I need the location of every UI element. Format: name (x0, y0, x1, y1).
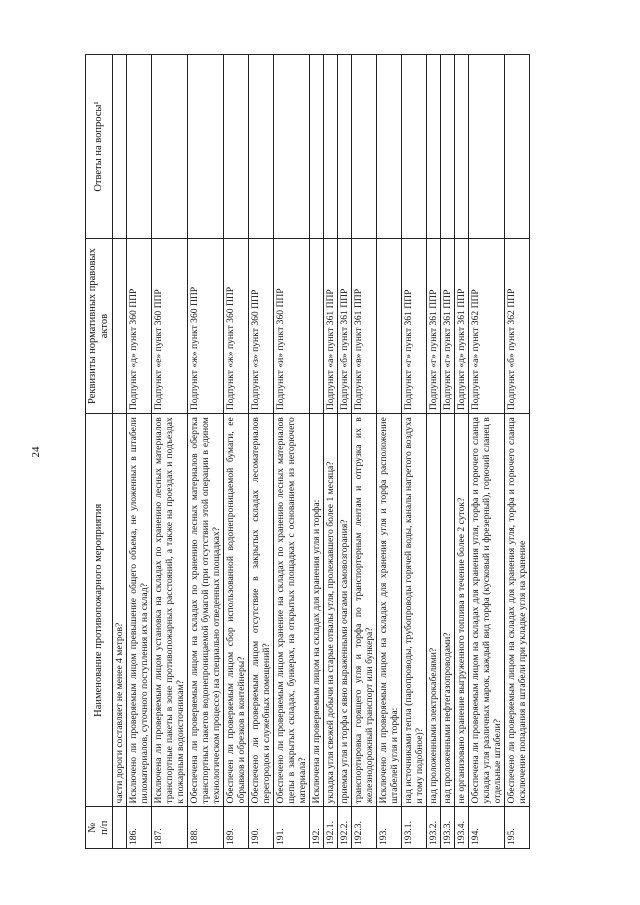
row-requisites: Подпункт «д» пункт 361 ППР (455, 239, 469, 414)
row-answer-cell[interactable] (274, 55, 310, 239)
row-measure: транспортировка горящего угля и торфа по транспортерным лентам и отгрузка их в железнодорожный транспорт или бункера? (352, 414, 377, 807)
table-row (352, 55, 377, 849)
table-header-row (86, 55, 113, 849)
row-measure: части дороги составляет не менее 4 метров? (113, 414, 127, 807)
row-answer-cell[interactable] (224, 55, 249, 239)
row-number: 192.2. (338, 807, 352, 849)
row-requisites (377, 239, 402, 414)
row-requisites: Подпункт «в» пункт 361 ППР (352, 239, 377, 414)
row-number: 193.4. (455, 807, 469, 849)
row-answer-cell[interactable] (505, 55, 530, 239)
row-answer-cell[interactable] (338, 55, 352, 239)
row-answer-cell[interactable] (455, 55, 469, 239)
row-measure: Исключено ли проверяемым лицом на складах для хранения угля и торфа расположение штабелей угля и торфа: (377, 414, 402, 807)
header-requisites: Реквизиты нормативных правовых актов (86, 239, 113, 414)
table-row (274, 55, 310, 849)
table-row (377, 55, 402, 849)
row-requisites: Подпункт «г» пункт 361 ППР (441, 239, 455, 414)
row-answer-cell[interactable] (427, 55, 441, 239)
row-answer-cell[interactable] (377, 55, 402, 239)
table-row (188, 55, 224, 849)
row-answer-cell[interactable] (249, 55, 274, 239)
table-row (469, 55, 505, 849)
row-measure: не организовано хранение выгруженного топлива в течение более 2 суток? (455, 414, 469, 807)
row-number: 192. (310, 807, 324, 849)
row-requisites: Подпункт «з» пункт 360 ППР (249, 239, 274, 414)
row-number: 187. (152, 807, 188, 849)
row-measure: над проложенными нефтегазопроводами? (441, 414, 455, 807)
row-requisites: Подпункт «д» пункт 360 ППР (127, 239, 152, 414)
row-requisites: Подпункт «е» пункт 360 ППР (152, 239, 188, 414)
row-number: 191. (274, 807, 310, 849)
row-measure: Обеспечено ли проверяемым лицом отсутствие в закрытых складах лесоматериалов перегородок и служебных помещений? (249, 414, 274, 807)
table-row (441, 55, 455, 849)
table-row (152, 55, 188, 849)
rotated-table-container (85, 54, 620, 849)
row-number: 194. (469, 807, 505, 849)
row-requisites (113, 239, 127, 414)
table-row (249, 55, 274, 849)
row-number: 192.1. (324, 807, 338, 849)
header-measure: Наименование противопожарного мероприятия (86, 414, 113, 807)
table-row (505, 55, 530, 849)
row-measure: над источниками тепла (паропроводы, трубопроводы горячей воды, каналы нагретого воздуха и тому подобное)? (402, 414, 427, 807)
row-measure: укладка угля свежей добычи на старые отвалы угля, пролежавшего более 1 месяца? (324, 414, 338, 807)
row-requisites: Подпункт «г» пункт 361 ППР (402, 239, 427, 414)
row-number: 192.3. (352, 807, 377, 849)
row-answer-cell[interactable] (352, 55, 377, 239)
row-answer-cell[interactable] (402, 55, 427, 239)
row-number: 195. (505, 807, 530, 849)
row-answer-cell[interactable] (310, 55, 324, 239)
table-row (402, 55, 427, 849)
row-measure: Обеспечено ли проверяемым лицом хранение на складах по хранению лесных материалов щепы в закрытых складах, бункерах, на открытых площадках с основанием из негорючего материала? (274, 414, 310, 807)
table-row (224, 55, 249, 849)
row-measure: Обеспечен ли проверяемым лицом сбор использованной водонепроницаемой бумаги, ее обрывков и обрезков в контейнеры? (224, 414, 249, 807)
row-number: 193.2. (427, 807, 441, 849)
row-requisites: Подпункт «ж» пункт 360 ППР (188, 239, 224, 414)
row-number: 189. (224, 807, 249, 849)
row-number: 188. (188, 807, 224, 849)
row-number: 193. (377, 807, 402, 849)
row-measure: Обеспечено ли проверяемым лицом на складах для хранения угля, торфа и горючего сланца исключение попадания в штабели при укладке угля на хранение (505, 414, 530, 807)
header-number: № п/п (86, 807, 113, 849)
row-answer-cell[interactable] (324, 55, 338, 239)
table-row (324, 55, 338, 849)
row-measure: Исключена ли проверяемым лицом на складах для хранения угля и торфа: (310, 414, 324, 807)
row-number: 193.1. (402, 807, 427, 849)
row-answer-cell[interactable] (113, 55, 127, 239)
fire-safety-checklist-table (85, 54, 530, 849)
row-answer-cell[interactable] (152, 55, 188, 239)
row-requisites (310, 239, 324, 414)
row-requisites: Подпункт «б» пункт 362 ППР (505, 239, 530, 414)
row-number (113, 807, 127, 849)
row-answer-cell[interactable] (441, 55, 455, 239)
table-row (127, 55, 152, 849)
row-measure: приемка угля и торфа с явно выраженными очагами самовозгорания? (338, 414, 352, 807)
header-answers: Ответы на вопросы¹ (86, 55, 113, 239)
row-requisites: Подпункт «ж» пункт 360 ППР (224, 239, 249, 414)
row-requisites: Подпункт «б» пункт 361 ППР (338, 239, 352, 414)
row-requisites: Подпункт «а» пункт 362 ППР (469, 239, 505, 414)
row-measure: Исключена ли проверяемым лицом установка на складах по хранению лесных материалов транспортные пакеты в зоне противопожарных расстояний, а также на проездах и подъездах к пожарным водоисточникам? (152, 414, 188, 807)
row-requisites: Подпункт «а» пункт 361 ППР (324, 239, 338, 414)
row-number: 193.3. (441, 807, 455, 849)
table-row (310, 55, 324, 849)
row-answer-cell[interactable] (188, 55, 224, 239)
row-answer-cell[interactable] (127, 55, 152, 239)
row-answer-cell[interactable] (469, 55, 505, 239)
table-row (113, 55, 127, 849)
row-number: 190. (249, 807, 274, 849)
row-number: 186. (127, 807, 152, 849)
row-measure: Исключено ли проверяемым лицом превышение общего объема, не уложенных в штабели пиломатериалов, суточного поступления их на склад? (127, 414, 152, 807)
table-row (338, 55, 352, 849)
row-measure: Обеспечена ли проверяемым лицом на складах по хранению лесных материалов обертка транспортных пакетов водонепроницаемой бумагой (при отсутствии этой операции в едином технологическом процессе) на специально отведенных площадках? (188, 414, 224, 807)
row-requisites: Подпункт «и» пункт 360 ППР (274, 239, 310, 414)
table-row (455, 55, 469, 849)
page-number: 24 (30, 446, 42, 458)
row-measure: над проложенными электрокабелями? (427, 414, 441, 807)
row-requisites: Подпункт «г» пункт 361 ППР (427, 239, 441, 414)
row-measure: Обеспечена ли проверяемым лицом на складах для хранения угля, торфа и горючего сланца укладка угля различных марок, каждый вид торфа (кусковый и фрезерный), горючий сланец в отдельные штабели? (469, 414, 505, 807)
table-row (427, 55, 441, 849)
